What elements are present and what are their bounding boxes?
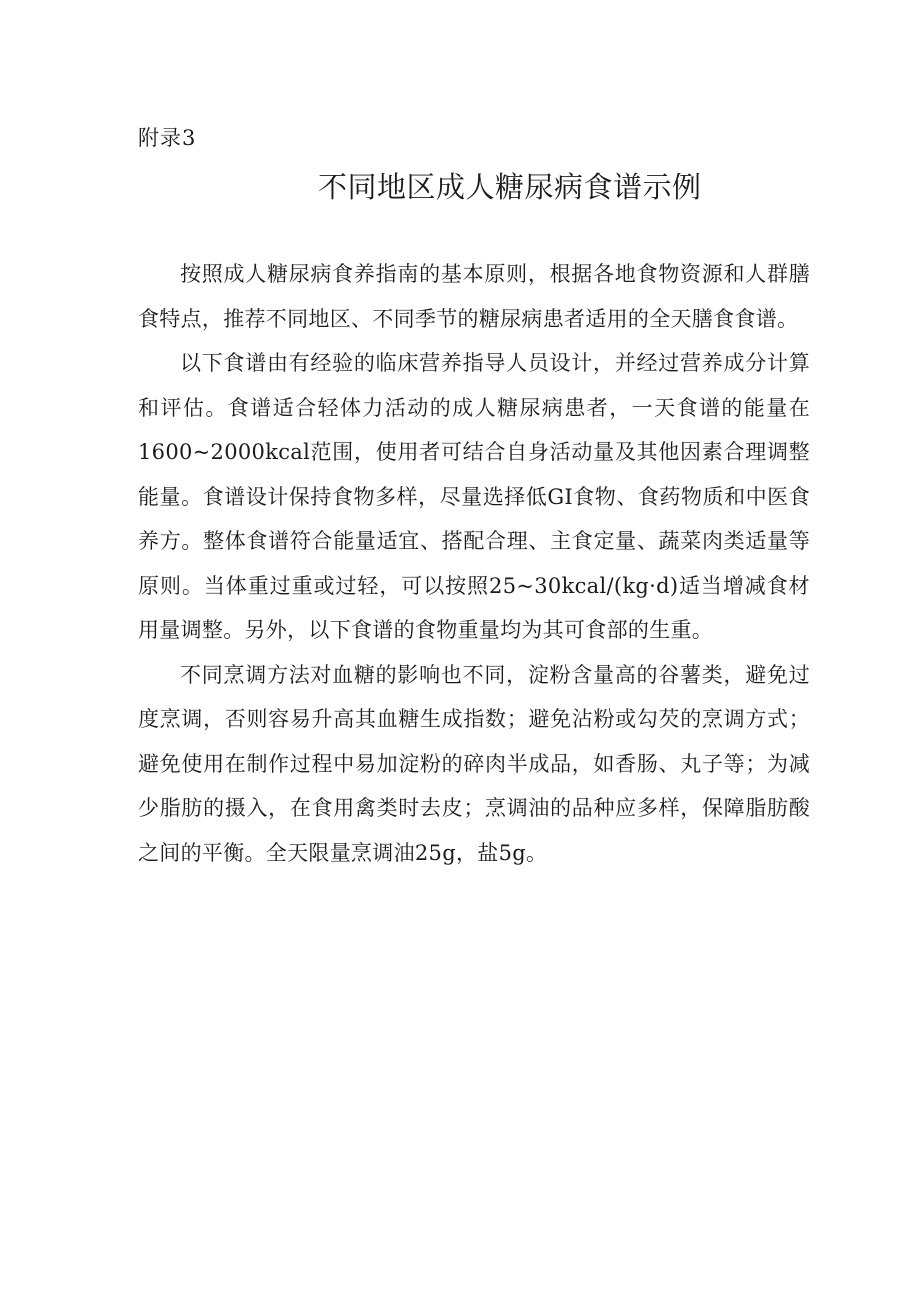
appendix-label: 附录3 bbox=[138, 126, 197, 150]
paragraph-intro: 按照成人糖尿病食养指南的基本原则，根据各地食物资源和人群膳食特点，推荐不同地区、不同季节的糖尿病患者适用的全天膳食食谱。 bbox=[138, 262, 810, 331]
page-title: 不同地区成人糖尿病食谱示例 bbox=[318, 170, 702, 204]
document-body bbox=[138, 252, 810, 875]
paragraph-recipe-design: 以下食谱由有经验的临床营养指导人员设计，并经过营养成分计算和评估。食谱适合轻体力活动的成人糖尿病患者，一天食谱的能量在1600~2000kcal范围，使用者可结合自身活动量及其他因素合理调整能量。食谱设计保持食物多样，尽量选择低GI食物、食药物质和中医食养方。整体食谱符合能量适宜、搭配合理、主食定量、蔬菜肉类适量等原则。当体重过重或过轻，可以按照25~30kcal/(kg·d)适当增减食材用量调整。另外，以下食谱的食物重量均为其可食部的生重。 bbox=[138, 351, 810, 642]
paragraph-cooking-methods: 不同烹调方法对血糖的影响也不同，淀粉含量高的谷薯类，避免过度烹调，否则容易升高其血糖生成指数；避免沾粉或勾芡的烹调方式；避免使用在制作过程中易加淀粉的碎肉半成品，如香肠、丸子等；为减少脂肪的摄入，在食用禽类时去皮；烹调油的品种应多样，保障脂肪酸之间的平衡。全天限量烹调油25g，盐5g。 bbox=[138, 662, 810, 865]
